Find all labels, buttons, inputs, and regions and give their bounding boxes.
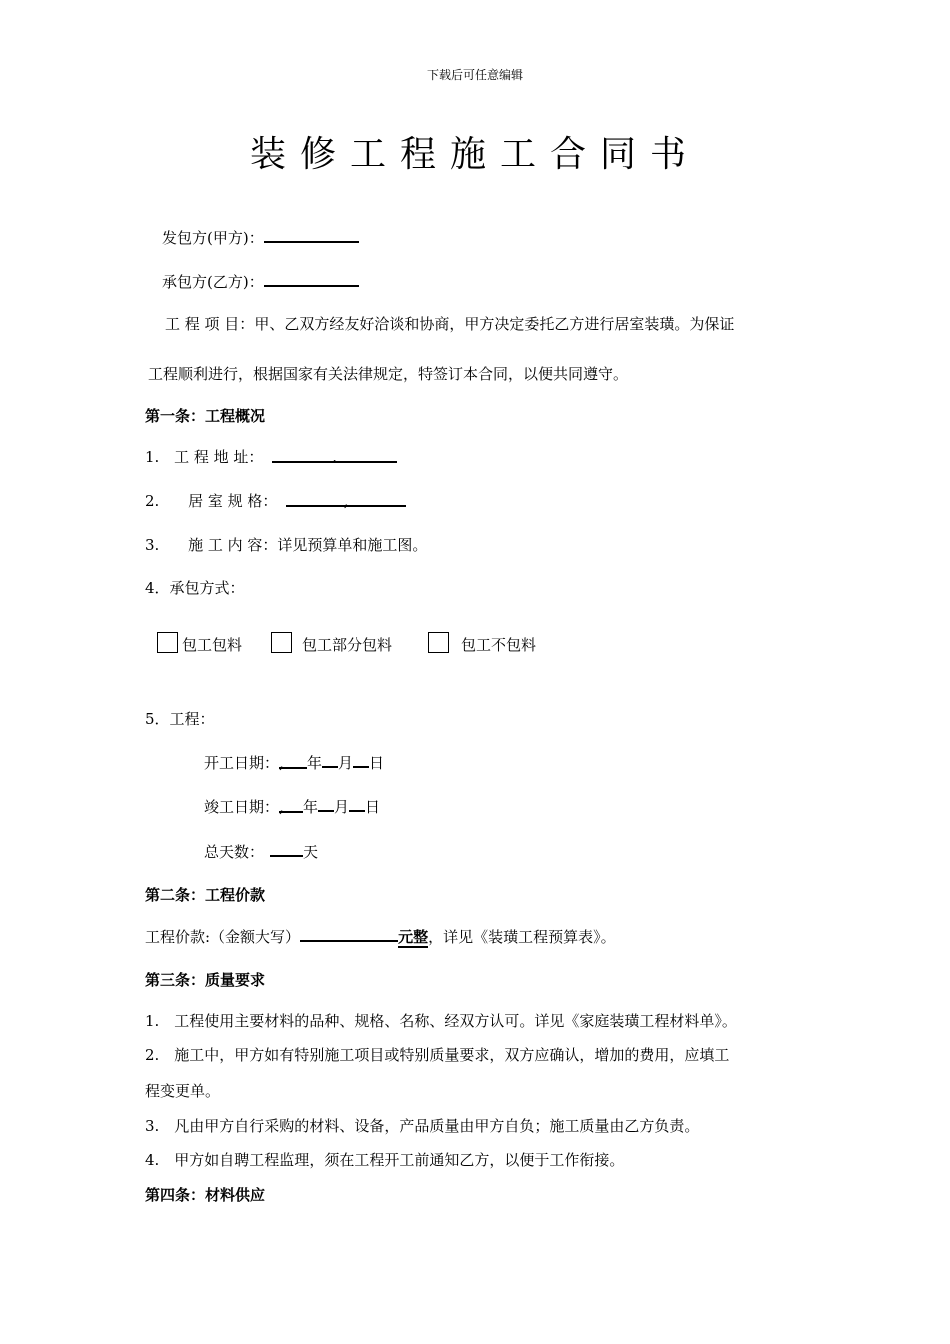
party-b-blank	[264, 271, 359, 287]
item-number: 1.	[145, 448, 160, 466]
scope-text: 详见预算单和施工图。	[277, 536, 428, 554]
day-label: 日	[369, 754, 385, 772]
option-full-contract[interactable]	[157, 632, 242, 655]
item-number: 3.	[145, 536, 160, 554]
intro-line-1	[165, 314, 734, 334]
room-spec-label: 居 室 规 格：	[188, 492, 278, 510]
party-a	[162, 227, 359, 248]
end-date-label: 竣工日期：	[204, 798, 280, 816]
intro-line-2: 工程顺利进行，根据国家有关法律规定，特签订本合同，以便共同遵守。	[148, 365, 629, 383]
item-number: 2.	[145, 492, 160, 510]
price-blank	[300, 926, 398, 942]
year-label: 年	[303, 798, 319, 816]
end-mark: ,	[279, 798, 284, 816]
end-day-blank	[349, 796, 365, 812]
start-day-blank	[353, 752, 369, 768]
month-label: 月	[334, 798, 350, 816]
total-days-blank	[270, 841, 303, 857]
year-label: 年	[307, 754, 323, 772]
option-label: 包工部分包料	[302, 636, 393, 654]
checkbox-icon[interactable]	[157, 632, 178, 653]
party-a-label: 发包方(甲方)：	[162, 229, 264, 247]
start-date-label: 开工日期：	[204, 754, 280, 772]
total-days-unit: 天	[303, 843, 319, 861]
address-label: 工 程 地 址：	[174, 448, 264, 466]
art1-item-3	[145, 535, 427, 555]
party-b	[162, 271, 359, 292]
document-title: 装修工程施工合同书	[249, 134, 700, 175]
article-2-title: 第二条：工程价款	[145, 886, 266, 904]
intro-text-1: 甲、乙双方经友好洽谈和协商，甲方决定委托乙方进行居室装璜。为保证	[254, 315, 735, 333]
room-spec-mark: ,	[343, 492, 349, 510]
scope-label: 施 工 内 容：	[188, 536, 278, 554]
month-label: 月	[338, 754, 354, 772]
party-b-label: 承包方(乙方)：	[162, 273, 264, 291]
checkbox-icon[interactable]	[428, 632, 449, 653]
price-tail: ，详见《装璜工程预算表》。	[428, 928, 616, 946]
price-line	[145, 926, 616, 947]
art1-item-5: 5．工程：	[145, 710, 215, 728]
option-label: 包工不包料	[461, 636, 537, 654]
art3-item-2-line-2: 程变更单。	[145, 1082, 221, 1100]
art3-item-1: 1. 工程使用主要材料的品种、规格、名称、经双方认可。详见《家庭装璜工程材料单》。	[145, 1012, 737, 1030]
start-mark: ,	[279, 754, 284, 772]
article-3-title: 第三条：质量要求	[145, 971, 266, 989]
art1-item-1	[145, 447, 397, 467]
art3-item-3: 3. 凡由甲方自行采购的材料、设备，产品质量由甲方自负；施工质量由乙方负责。	[145, 1117, 700, 1135]
article-1-title: 第一条：工程概况	[145, 407, 266, 425]
start-month-blank	[322, 752, 338, 768]
room-spec-blank	[286, 491, 406, 510]
intro-label: 工 程 项 目：	[165, 315, 255, 333]
party-a-blank	[264, 227, 359, 243]
checkbox-icon[interactable]	[271, 632, 292, 653]
art1-item-2	[145, 491, 406, 511]
start-year-blank	[279, 753, 307, 772]
article-4-title: 第四条：材料供应	[145, 1186, 266, 1204]
address-blank	[272, 447, 397, 466]
option-labor-only[interactable]	[428, 632, 536, 655]
day-label: 日	[365, 798, 381, 816]
end-year-blank	[279, 797, 303, 816]
option-partial-materials[interactable]	[271, 632, 392, 655]
art3-item-2-line-1: 2. 施工中，甲方如有特别施工项目或特别质量要求，双方应确认，增加的费用，应填工	[145, 1046, 730, 1064]
header-note: 下载后可任意编辑	[426, 68, 523, 82]
end-date	[204, 796, 380, 817]
total-days	[204, 841, 318, 862]
option-label: 包工包料	[182, 636, 243, 654]
price-unit: 元整	[398, 928, 429, 946]
price-label: 工程价款:（金额大写）	[145, 928, 301, 946]
address-mark: .	[332, 448, 338, 466]
art1-item-4: 4．承包方式：	[145, 579, 245, 597]
art3-item-4: 4. 甲方如自聘工程监理，须在工程开工前通知乙方，以便于工作衔接。	[145, 1151, 625, 1169]
total-days-label: 总天数：	[204, 843, 265, 861]
start-date	[204, 752, 384, 773]
end-month-blank	[318, 796, 334, 812]
